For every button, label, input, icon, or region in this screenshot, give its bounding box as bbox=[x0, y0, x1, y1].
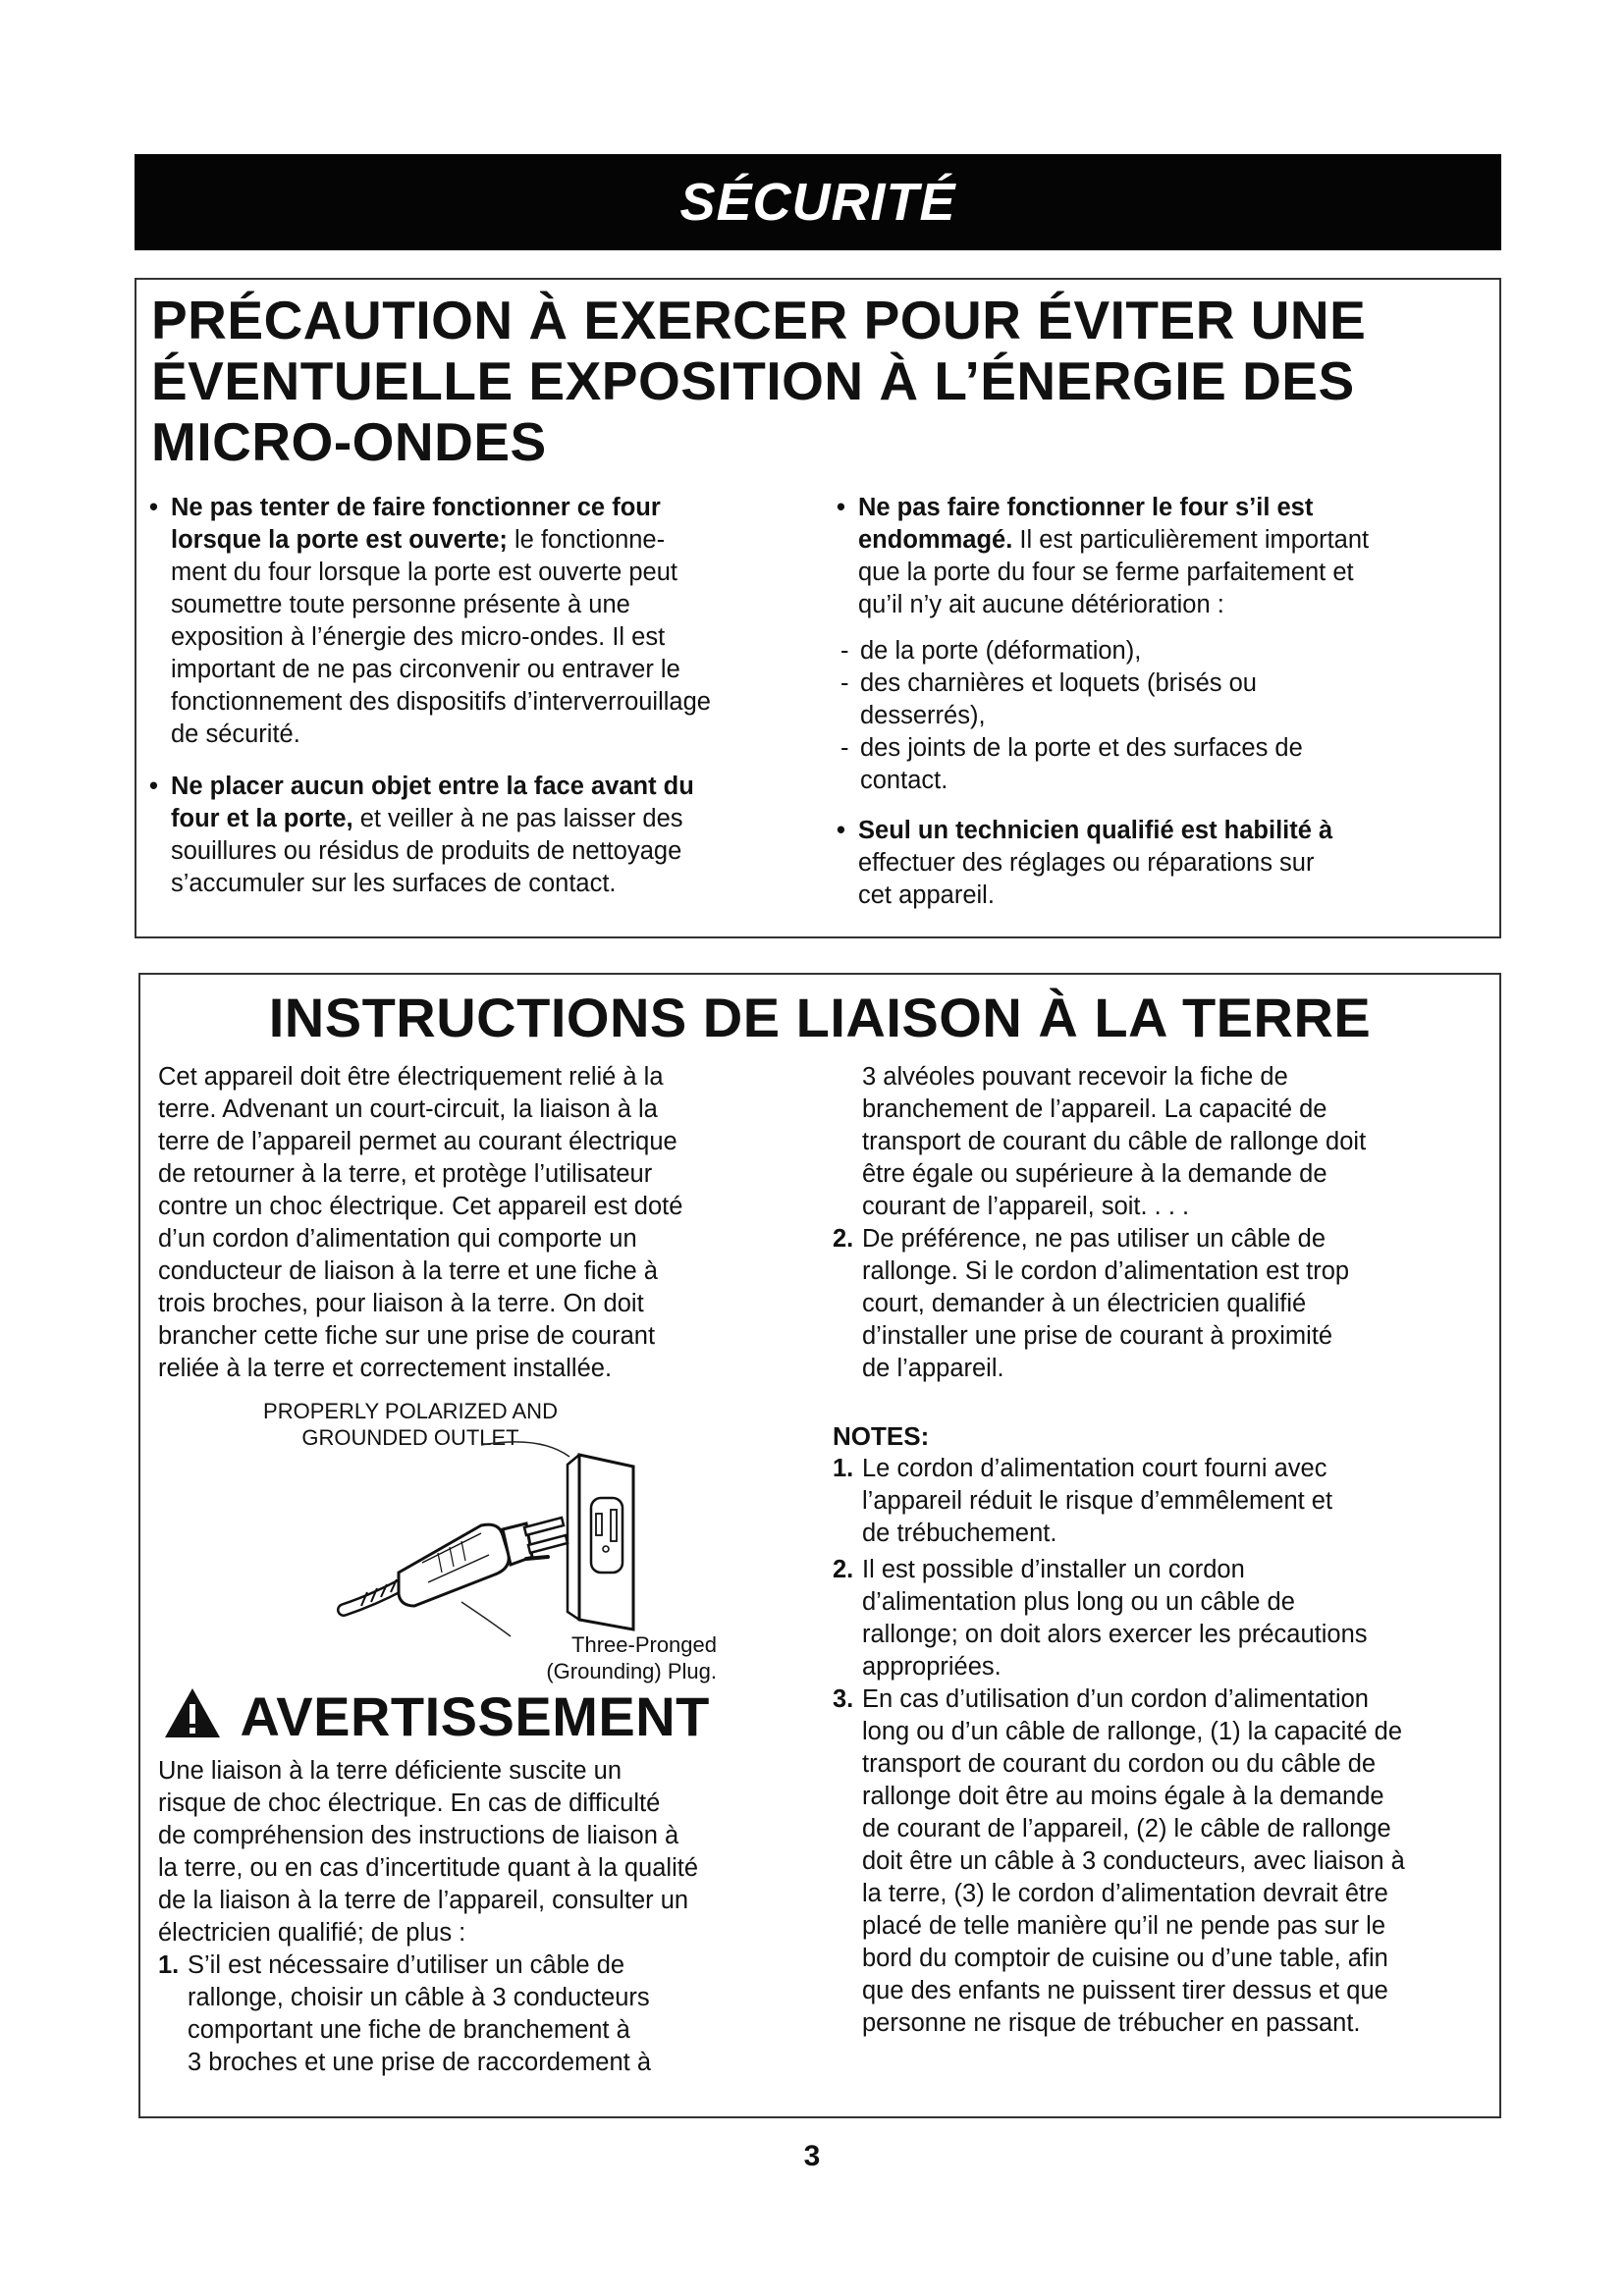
precaution-title-line-2: ÉVENTUELLE EXPOSITION À L’ÉNERGIE DES bbox=[151, 350, 1355, 411]
section-banner bbox=[135, 154, 1501, 250]
item-1-continued bbox=[833, 1061, 1490, 1223]
intro-line: d’un cordon d’alimentation qui comporte un bbox=[158, 1225, 637, 1253]
damage-item bbox=[835, 667, 1492, 732]
item-line: transport de courant du câble de rallonge doit bbox=[862, 1128, 1367, 1155]
precaution-bullet-4 bbox=[835, 815, 1492, 912]
plug-label-line-2: (Grounding) Plug. bbox=[546, 1659, 717, 1683]
intro-line: contre un choc électrique. Cet appareil est doté bbox=[158, 1193, 683, 1220]
bullet-line: de sécurité. bbox=[171, 721, 300, 748]
intro-line: terre de l’appareil permet au courant électrique bbox=[158, 1128, 677, 1155]
note-line: Il est possible d’installer un cordon bbox=[862, 1556, 1245, 1583]
note-line: En cas d’utilisation d’un cordon d’alimentation bbox=[862, 1685, 1369, 1713]
item-number: 3. bbox=[833, 1685, 854, 1713]
damage-line: contact. bbox=[860, 767, 948, 794]
note-item-2 bbox=[833, 1554, 1490, 1683]
bullet-bold-text: lorsque la porte est ouverte; bbox=[171, 526, 508, 554]
note-line: personne ne risque de trébucher en passant. bbox=[862, 2009, 1361, 2037]
warning-line: la terre, ou en cas d’incertitude quant à la qualité bbox=[158, 1854, 699, 1882]
damage-item bbox=[835, 635, 1492, 667]
precaution-title-line-1: PRÉCAUTION À EXERCER POUR ÉVITER UNE bbox=[151, 290, 1367, 350]
note-line: Le cordon d’alimentation court fourni avec bbox=[862, 1455, 1327, 1482]
bullet-text: le fonctionne- bbox=[507, 526, 666, 554]
grounding-intro bbox=[158, 1061, 806, 1385]
bullet-text: Il est particulièrement important bbox=[1012, 526, 1370, 554]
bullet-bold-line: Ne pas faire fonctionner le four s’il est bbox=[858, 494, 1314, 521]
outlet-leader-line bbox=[481, 1442, 569, 1457]
item-line: court, demander à un électricien qualifié bbox=[862, 1290, 1307, 1317]
warning-item-2 bbox=[833, 1223, 1490, 1385]
item-line: comportant une fiche de branchement à bbox=[188, 2016, 630, 2044]
note-line: long ou d’un câble de rallonge, (1) la capacité de bbox=[862, 1718, 1403, 1745]
bullet-line: souillures ou résidus de produits de nettoyage bbox=[171, 837, 682, 865]
intro-line: conducteur de liaison à la terre et une fiche à bbox=[158, 1257, 658, 1285]
item-number: 1. bbox=[158, 1951, 180, 1979]
warning-line: risque de choc électrique. En cas de difficulté bbox=[158, 1789, 661, 1817]
damage-line: de la porte (déformation), bbox=[860, 637, 1142, 665]
note-item-1 bbox=[833, 1453, 1490, 1550]
damage-line: des joints de la porte et des surfaces de bbox=[860, 734, 1303, 762]
warning-line: de compréhension des instructions de liaison à bbox=[158, 1822, 679, 1849]
intro-line: reliée à la terre et correctement installée. bbox=[158, 1355, 613, 1382]
damage-line: des charnières et loquets (brisés ou bbox=[860, 669, 1257, 697]
warning-item-1 bbox=[158, 1949, 806, 2079]
note-line: d’alimentation plus long ou un câble de bbox=[862, 1588, 1295, 1616]
warning-triangle-icon bbox=[163, 1686, 222, 1739]
dash-icon: - bbox=[840, 734, 849, 762]
item-line: courant de l’appareil, soit. . . . bbox=[862, 1193, 1190, 1220]
item-line: De préférence, ne pas utiliser un câble de bbox=[862, 1225, 1326, 1253]
plug-icon bbox=[344, 1518, 568, 1610]
intro-line: brancher cette fiche sur une prise de courant bbox=[158, 1322, 656, 1350]
item-line: d’installer une prise de courant à proximité bbox=[862, 1322, 1333, 1350]
bullet-line: fonctionnement des dispositifs d’interverrouillage bbox=[171, 688, 711, 716]
plug-outlet-illustration bbox=[334, 1425, 648, 1661]
note-line: la terre, (3) le cordon d’alimentation devrait être bbox=[862, 1880, 1388, 1907]
outlet-label-line-1: PROPERLY POLARIZED AND bbox=[263, 1399, 558, 1423]
note-line: bord du comptoir de cuisine ou d’une table, afin bbox=[862, 1945, 1388, 1972]
bullet-line: soumettre toute personne présente à une bbox=[171, 591, 630, 618]
precaution-bullet-2 bbox=[147, 771, 805, 900]
item-line: de l’appareil. bbox=[862, 1355, 1004, 1382]
bullet-line bbox=[858, 524, 1492, 557]
note-line: que des enfants ne puissent tirer dessus et que bbox=[862, 1977, 1388, 2004]
bullet-bold-line: Seul un technicien qualifié est habilité à bbox=[858, 817, 1333, 844]
grounding-right-column bbox=[833, 1061, 1490, 2040]
item-line: rallonge, choisir un câble à 3 conducteurs bbox=[188, 1984, 650, 2011]
item-line: branchement de l’appareil. La capacité de bbox=[862, 1095, 1327, 1123]
bullet-line bbox=[171, 524, 805, 557]
dash-icon: - bbox=[840, 637, 849, 665]
bullet-line: que la porte du four se ferme parfaitement et bbox=[858, 559, 1354, 586]
page-number: 3 bbox=[803, 2140, 821, 2172]
warning-line: de la liaison à la terre de l’appareil, consulter un bbox=[158, 1887, 689, 1914]
bullet-line: cet appareil. bbox=[858, 881, 995, 909]
bullet-line bbox=[171, 803, 805, 835]
note-line: de courant de l’appareil, (2) le câble de rallonge bbox=[862, 1815, 1391, 1842]
item-line: S’il est nécessaire d’utiliser un câble de bbox=[188, 1951, 625, 1979]
warning-heading bbox=[163, 1685, 791, 1748]
item-number: 2. bbox=[833, 1225, 854, 1253]
plug-label-line-1: Three-Pronged bbox=[571, 1632, 717, 1657]
outlet-label-line-2: GROUNDED OUTLET bbox=[301, 1425, 519, 1450]
bullet-bold-text: endommagé. bbox=[858, 526, 1013, 554]
bullet-text: et veiller à ne pas laisser des bbox=[352, 805, 683, 832]
intro-line: trois broches, pour liaison à la terre. On doit bbox=[158, 1290, 644, 1317]
warning-title: AVERTISSEMENT bbox=[240, 1685, 710, 1747]
damage-item bbox=[835, 732, 1492, 797]
intro-line: de retourner à la terre, et protège l’utilisateur bbox=[158, 1160, 653, 1188]
warning-line: électricien qualifié; de plus : bbox=[158, 1919, 466, 1947]
item-line: 3 alvéoles pouvant recevoir la fiche de bbox=[862, 1063, 1288, 1091]
outlet-plate-icon bbox=[568, 1455, 633, 1629]
precaution-title-line-3: MICRO-ONDES bbox=[151, 411, 547, 472]
precaution-bullet-1 bbox=[147, 492, 805, 751]
note-line: transport de courant du cordon ou du câble de bbox=[862, 1750, 1377, 1778]
notes-title: NOTES: bbox=[833, 1421, 930, 1451]
plug-label bbox=[471, 1631, 717, 1684]
note-line: appropriées. bbox=[862, 1653, 1001, 1681]
item-line: être égale ou supérieure à la demande de bbox=[862, 1160, 1327, 1188]
note-line: de trébuchement. bbox=[862, 1520, 1057, 1547]
bullet-icon: • bbox=[837, 494, 845, 521]
damage-line: desserrés), bbox=[860, 702, 986, 729]
note-line: rallonge doit être au moins égale à la demande bbox=[862, 1783, 1384, 1810]
bullet-line: exposition à l’énergie des micro-ondes. Il est bbox=[171, 623, 666, 651]
bullet-bold-line: Ne pas tenter de faire fonctionner ce four bbox=[171, 494, 661, 521]
item-number: 2. bbox=[833, 1556, 854, 1583]
precaution-bullet-3 bbox=[835, 492, 1492, 621]
note-item-3 bbox=[833, 1683, 1490, 2040]
banner-title: SÉCURITÉ bbox=[679, 173, 956, 232]
item-line: rallonge. Si le cordon d’alimentation est trop bbox=[862, 1257, 1350, 1285]
intro-line: terre. Advenant un court-circuit, la liaison à la bbox=[158, 1095, 658, 1123]
damage-list bbox=[835, 635, 1492, 797]
bullet-line: qu’il n’y ait aucune détérioration : bbox=[858, 591, 1224, 618]
bullet-bold-line: Ne placer aucun objet entre la face avant du bbox=[171, 773, 694, 800]
bullet-icon: • bbox=[837, 817, 845, 844]
intro-line: Cet appareil doit être électriquement relié à la bbox=[158, 1063, 664, 1091]
grounding-title: INSTRUCTIONS DE LIAISON À LA TERRE bbox=[268, 987, 1372, 1048]
item-line: 3 broches et une prise de raccordement à bbox=[188, 2049, 652, 2076]
warning-body bbox=[158, 1755, 806, 2079]
note-line: placé de telle manière qu’il ne pende pas sur le bbox=[862, 1912, 1386, 1940]
bullet-line: s’accumuler sur les surfaces de contact. bbox=[171, 870, 617, 897]
bullet-icon: • bbox=[149, 494, 158, 521]
dash-icon: - bbox=[840, 669, 849, 697]
bullet-bold-text: four et la porte, bbox=[171, 805, 353, 832]
note-line: l’appareil réduit le risque d’emmêlement et bbox=[862, 1487, 1333, 1515]
bullet-line: important de ne pas circonvenir ou entraver le bbox=[171, 656, 680, 683]
precaution-right-column bbox=[835, 492, 1492, 912]
grounding-title-wrap bbox=[138, 987, 1501, 1049]
note-line: rallonge; on doit alors exercer les précautions bbox=[862, 1621, 1368, 1648]
bullet-icon: • bbox=[149, 773, 158, 800]
bullet-line: ment du four lorsque la porte est ouverte peut bbox=[171, 559, 677, 586]
item-number: 1. bbox=[833, 1455, 854, 1482]
note-line: doit être un câble à 3 conducteurs, avec liaison à bbox=[862, 1847, 1405, 1875]
warning-line: Une liaison à la terre déficiente suscite un bbox=[158, 1757, 623, 1785]
bullet-line: effectuer des réglages ou réparations sur bbox=[858, 849, 1315, 877]
precaution-left-column bbox=[147, 492, 805, 900]
precaution-title bbox=[151, 290, 1487, 472]
